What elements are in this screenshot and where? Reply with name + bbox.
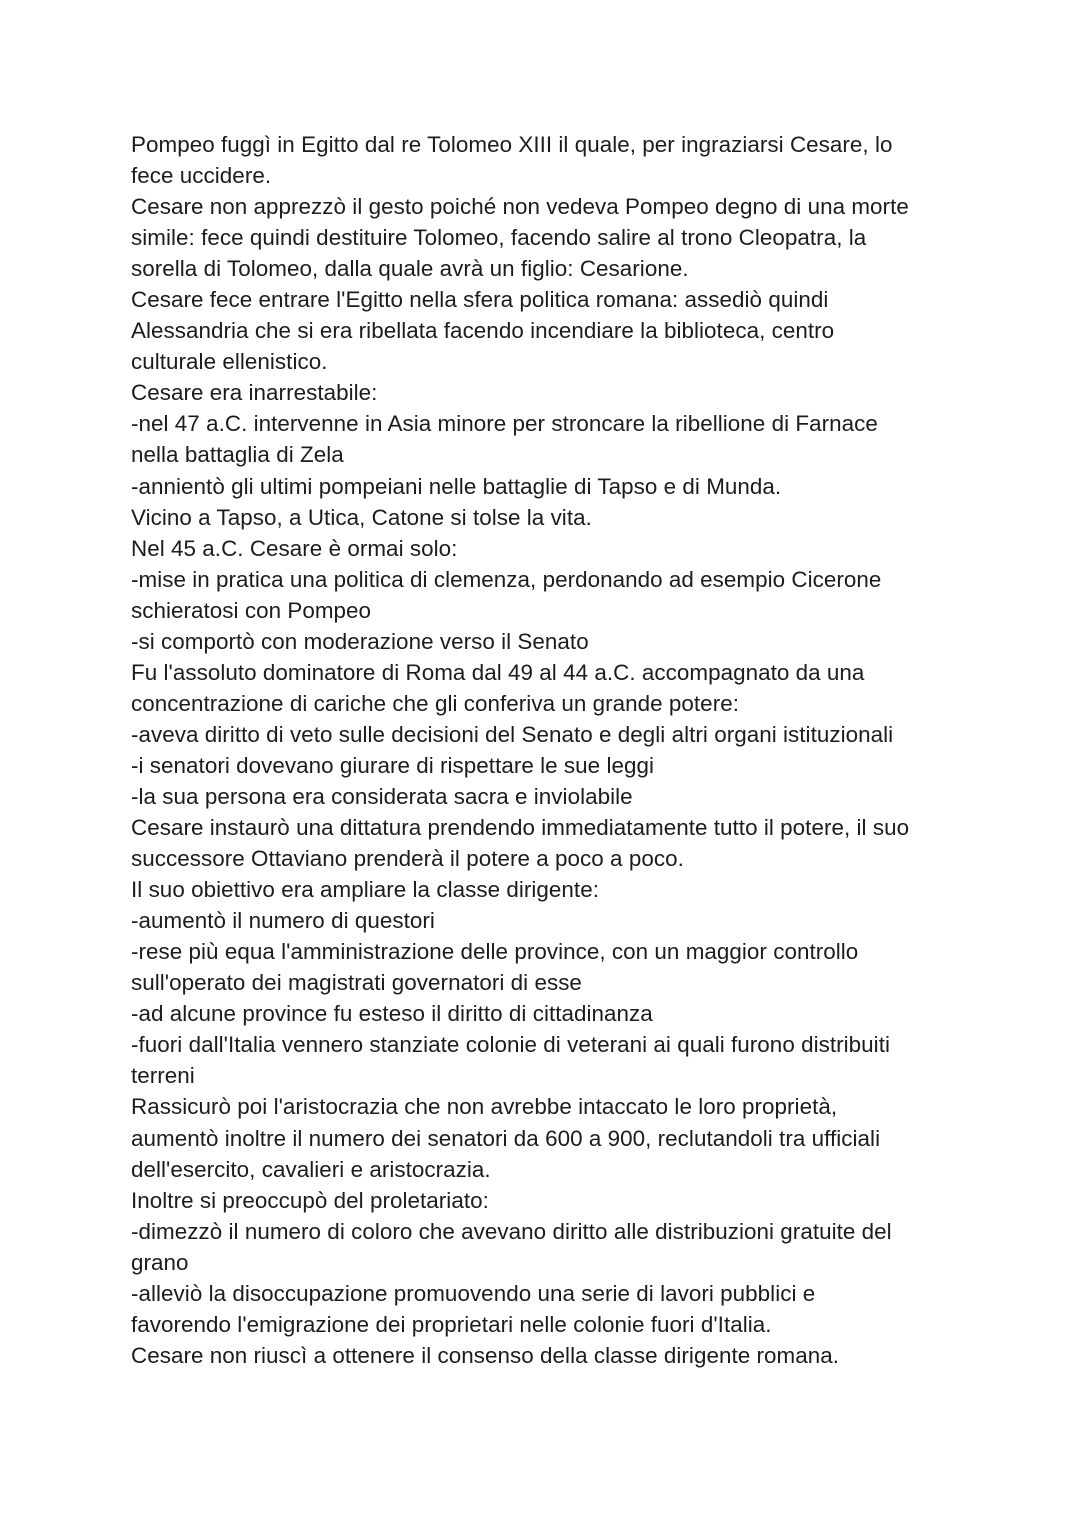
text-line: nella battaglia di Zela xyxy=(131,442,344,468)
text-line: successore Ottaviano prenderà il potere a poco a poco. xyxy=(131,846,684,872)
text-line: sorella di Tolomeo, dalla quale avrà un figlio: Cesarione. xyxy=(131,256,689,282)
text-line: aumentò inoltre il numero dei senatori da 600 a 900, reclutandoli tra ufficiali xyxy=(131,1125,881,1151)
document-body xyxy=(131,129,961,1371)
text-line: terreni xyxy=(131,1063,195,1089)
text-line: -rese più equa l'amministrazione delle province, con un maggior controllo xyxy=(131,939,859,965)
text-line: Alessandria che si era ribellata facendo incendiare la biblioteca, centro xyxy=(131,318,835,344)
text-line: Cesare non apprezzò il gesto poiché non vedeva Pompeo degno di una morte xyxy=(131,194,909,220)
text-line: schieratosi con Pompeo xyxy=(131,597,372,623)
text-line: culturale ellenistico. xyxy=(131,349,328,375)
text-line: grano xyxy=(131,1249,189,1275)
text-line: favorendo l'emigrazione dei proprietari nelle colonie fuori d'Italia. xyxy=(131,1311,772,1337)
text-line: -aveva diritto di veto sulle decisioni del Senato e degli altri organi istituzionali xyxy=(131,721,894,747)
text-line: Fu l'assoluto dominatore di Roma dal 49 al 44 a.C. accompagnato da una xyxy=(131,659,865,685)
text-line: concentrazione di cariche che gli conferiva un grande potere: xyxy=(131,690,739,716)
text-line: Cesare era inarrestabile: xyxy=(131,380,378,406)
text-line: dell'esercito, cavalieri e aristocrazia. xyxy=(131,1156,491,1182)
text-line: simile: fece quindi destituire Tolomeo, facendo salire al trono Cleopatra, la xyxy=(131,225,867,251)
text-line: Inoltre si preoccupò del proletariato: xyxy=(131,1187,489,1213)
text-line: Cesare instaurò una dittatura prendendo immediatamente tutto il potere, il suo xyxy=(131,815,910,841)
text-line: Cesare fece entrare l'Egitto nella sfera politica romana: assediò quindi xyxy=(131,287,829,313)
text-line: Pompeo fuggì in Egitto dal re Tolomeo XIII il quale, per ingraziarsi Cesare, lo xyxy=(131,132,893,157)
text-line: -mise in pratica una politica di clemenza, perdonando ad esempio Cicerone xyxy=(131,566,882,592)
text-line: -alleviò la disoccupazione promuovendo una serie di lavori pubblici e xyxy=(131,1280,816,1306)
text-line: -annientò gli ultimi pompeiani nelle battaglie di Tapso e di Munda. xyxy=(131,473,782,499)
text-line: -i senatori dovevano giurare di rispettare le sue leggi xyxy=(131,752,655,778)
text-line: -fuori dall'Italia vennero stanziate colonie di veterani ai quali furono distribuiti xyxy=(131,1032,890,1058)
text-line: Vicino a Tapso, a Utica, Catone si tolse la vita. xyxy=(131,504,592,530)
text-line: -nel 47 a.C. intervenne in Asia minore per stroncare la ribellione di Farnace xyxy=(131,411,878,437)
text-line: -si comportò con moderazione verso il Senato xyxy=(131,628,589,654)
text-line: fece uccidere. xyxy=(131,163,272,189)
text-line: -la sua persona era considerata sacra e inviolabile xyxy=(131,783,633,809)
text-line: Rassicurò poi l'aristocrazia che non avrebbe intaccato le loro proprietà, xyxy=(131,1094,838,1120)
text-line: Il suo obiettivo era ampliare la classe dirigente: xyxy=(131,877,599,903)
text-line: -aumentò il numero di questori xyxy=(131,908,435,934)
text-line: sull'operato dei magistrati governatori di esse xyxy=(131,970,582,996)
text-line: Nel 45 a.C. Cesare è ormai solo: xyxy=(131,535,458,561)
text-line: -dimezzò il numero di coloro che avevano diritto alle distribuzioni gratuite del xyxy=(131,1218,892,1244)
text-line: Cesare non riuscì a ottenere il consenso della classe dirigente romana. xyxy=(131,1342,840,1368)
text-line: -ad alcune province fu esteso il diritto di cittadinanza xyxy=(131,1001,653,1027)
